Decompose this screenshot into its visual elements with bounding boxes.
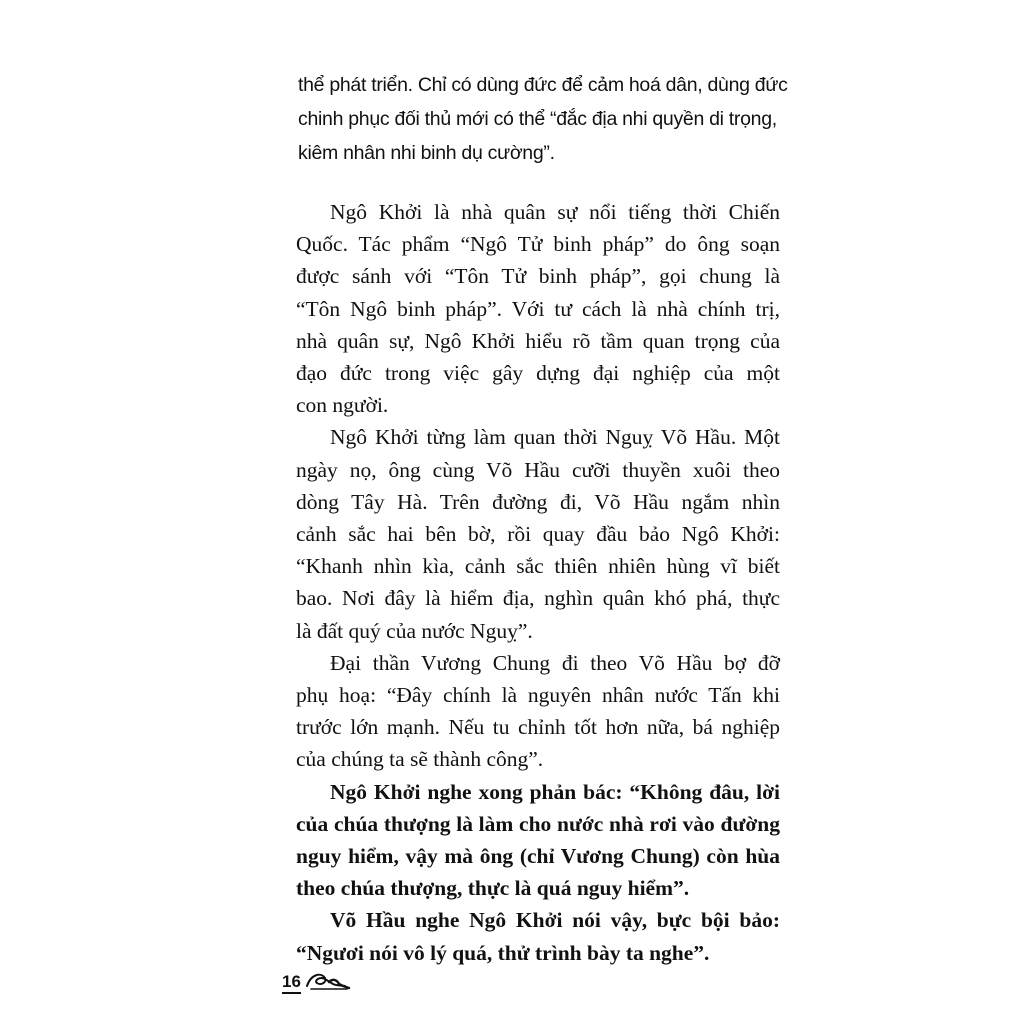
body-text [296,196,780,969]
page-number: 16 [282,973,301,994]
text-line: của chúng ta sẽ thành công”. [296,747,544,772]
text-line: Đại thần Vương Chung đi theo Võ Hầu bợ đỡ [330,650,780,675]
text-line: cảnh sắc hai bên bờ, rồi quay đầu bảo Ngô Khởi: [296,522,780,547]
paragraph [296,647,780,776]
text-line: nguy hiểm, vậy mà ông (chỉ Vương Chung) còn hùa [296,844,780,869]
paragraph [296,421,780,646]
text-line: nhà quân sự, Ngô Khởi hiểu rõ tầm quan trọng của [296,328,780,353]
paragraph [296,776,780,905]
text-line: “Ngươi nói vô lý quá, thử trình bày ta nghe”. [296,940,710,965]
text-line: bao. Nơi đây là hiểm địa, nghìn quân khó phá, thực [296,586,780,611]
text-line: Ngô Khởi là nhà quân sự nổi tiếng thời Chiến [330,200,780,224]
text-line: con người. [296,393,389,418]
text-line: đạo đức trong việc gây dựng đại nghiệp của một [296,361,780,386]
text-line: ngày nọ, ông cùng Võ Hầu cưỡi thuyền xuôi theo [296,457,780,482]
text-line: theo chúa thượng, thực là quá nguy hiểm”. [296,876,690,901]
text-line: thể phát triển. Chỉ có dùng đức để cảm hoá dân, dùng đức [298,74,788,96]
page-footer [282,964,351,994]
text-line: dòng Tây Hà. Trên đường đi, Võ Hầu ngắm nhìn [296,489,780,514]
text-line: được sánh với “Tôn Tử binh pháp”, gọi chung là [296,264,780,289]
paragraph [296,904,780,968]
intro-paragraph [298,68,788,170]
text-line: là đất quý của nước Nguỵ”. [296,618,533,643]
text-line: kiêm nhân nhi binh dụ cường”. [298,142,555,164]
text-line: phụ hoạ: “Đây chính là nguyên nhân nước Tấn khi [296,683,780,708]
text-line: Quốc. Tác phẩm “Ngô Tử binh pháp” do ông soạn [296,232,780,257]
text-line: trước lớn mạnh. Nếu tu chỉnh tốt hơn nữa, bá nghiệp [296,715,780,740]
text-line: Ngô Khởi nghe xong phản bác: “Không đâu, lời [330,779,780,804]
text-line: “Khanh nhìn kìa, cảnh sắc thiên nhiên hùng vĩ biết [296,554,780,579]
text-line: của chúa thượng là làm cho nước nhà rơi vào đường [296,811,780,836]
text-line: chinh phục đối thủ mới có thể “đắc địa nhi quyền di trọng, [298,108,777,130]
text-line: Võ Hầu nghe Ngô Khởi nói vậy, bực bội bảo: [330,908,780,933]
scribble-ornament-icon [303,968,351,994]
paragraph [296,196,780,421]
text-line: Ngô Khởi từng làm quan thời Nguỵ Võ Hầu. Một [330,425,780,450]
text-line: “Tôn Ngô binh pháp”. Với tư cách là nhà chính trị, [296,296,780,321]
